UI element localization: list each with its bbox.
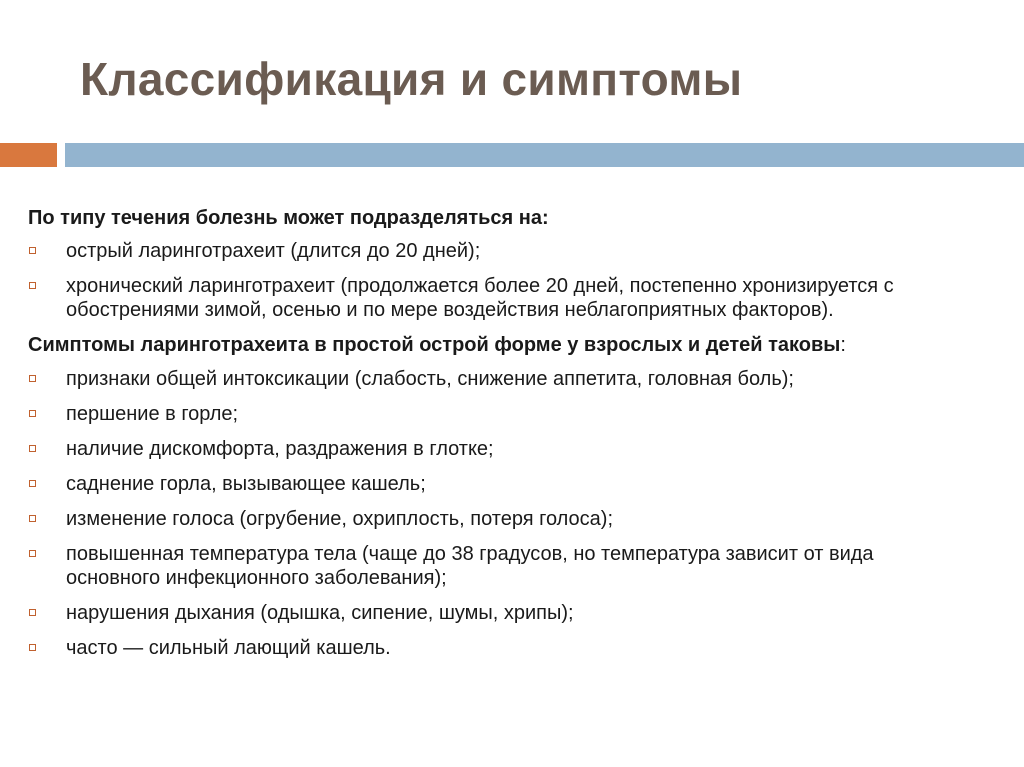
square-bullet-icon	[29, 410, 36, 417]
list-item	[28, 472, 928, 496]
list-item	[28, 367, 928, 391]
slide-content	[28, 206, 928, 671]
list-item-text: саднение горла, вызывающее кашель;	[66, 473, 426, 495]
section-heading-course-type: По типу течения болезнь может подразделяться на:	[28, 207, 549, 229]
course-type-list	[28, 239, 928, 322]
list-item	[28, 437, 928, 461]
list-item-text: хронический ларинготрахеит (продолжается более 20 дней, постепенно хронизируется с обострениями зимой, осенью и по мере воздействия неблагоприятных факторов).	[66, 275, 894, 321]
list-item	[28, 601, 928, 625]
section-heading-symptoms-text: Симптомы ларинготрахеита в простой острой форме у взрослых и детей таковы	[28, 334, 841, 356]
list-item-text: повышенная температура тела (чаще до 38 градусов, но температура зависит от вида основного инфекционного заболевания);	[66, 543, 874, 589]
list-item	[28, 636, 928, 660]
accent-bar-left	[0, 143, 57, 167]
square-bullet-icon	[29, 480, 36, 487]
square-bullet-icon	[29, 445, 36, 452]
accent-bar-right	[65, 143, 1024, 167]
square-bullet-icon	[29, 282, 36, 289]
list-item	[28, 542, 928, 590]
square-bullet-icon	[29, 550, 36, 557]
list-item-text: острый ларинготрахеит (длится до 20 дней);	[66, 240, 481, 262]
square-bullet-icon	[29, 247, 36, 254]
list-item-text: часто — сильный лающий кашель.	[66, 637, 391, 659]
list-item-text: признаки общей интоксикации (слабость, снижение аппетита, головная боль);	[66, 368, 794, 390]
list-item	[28, 274, 928, 322]
list-item-text: изменение голоса (огрубение, охриплость, потеря голоса);	[66, 508, 614, 530]
slide-title: Классификация и симптомы	[80, 53, 743, 105]
list-item	[28, 239, 928, 263]
symptoms-list	[28, 367, 928, 660]
section-heading-colon: :	[840, 334, 846, 356]
list-item	[28, 402, 928, 426]
list-item-text: нарушения дыхания (одышка, сипение, шумы, хрипы);	[66, 602, 574, 624]
list-item	[28, 507, 928, 531]
list-item-text: першение в горле;	[66, 403, 239, 425]
square-bullet-icon	[29, 515, 36, 522]
square-bullet-icon	[29, 609, 36, 616]
square-bullet-icon	[29, 644, 36, 651]
square-bullet-icon	[29, 375, 36, 382]
section-heading-symptoms	[28, 333, 928, 357]
list-item-text: наличие дискомфорта, раздражения в глотке;	[66, 438, 494, 460]
